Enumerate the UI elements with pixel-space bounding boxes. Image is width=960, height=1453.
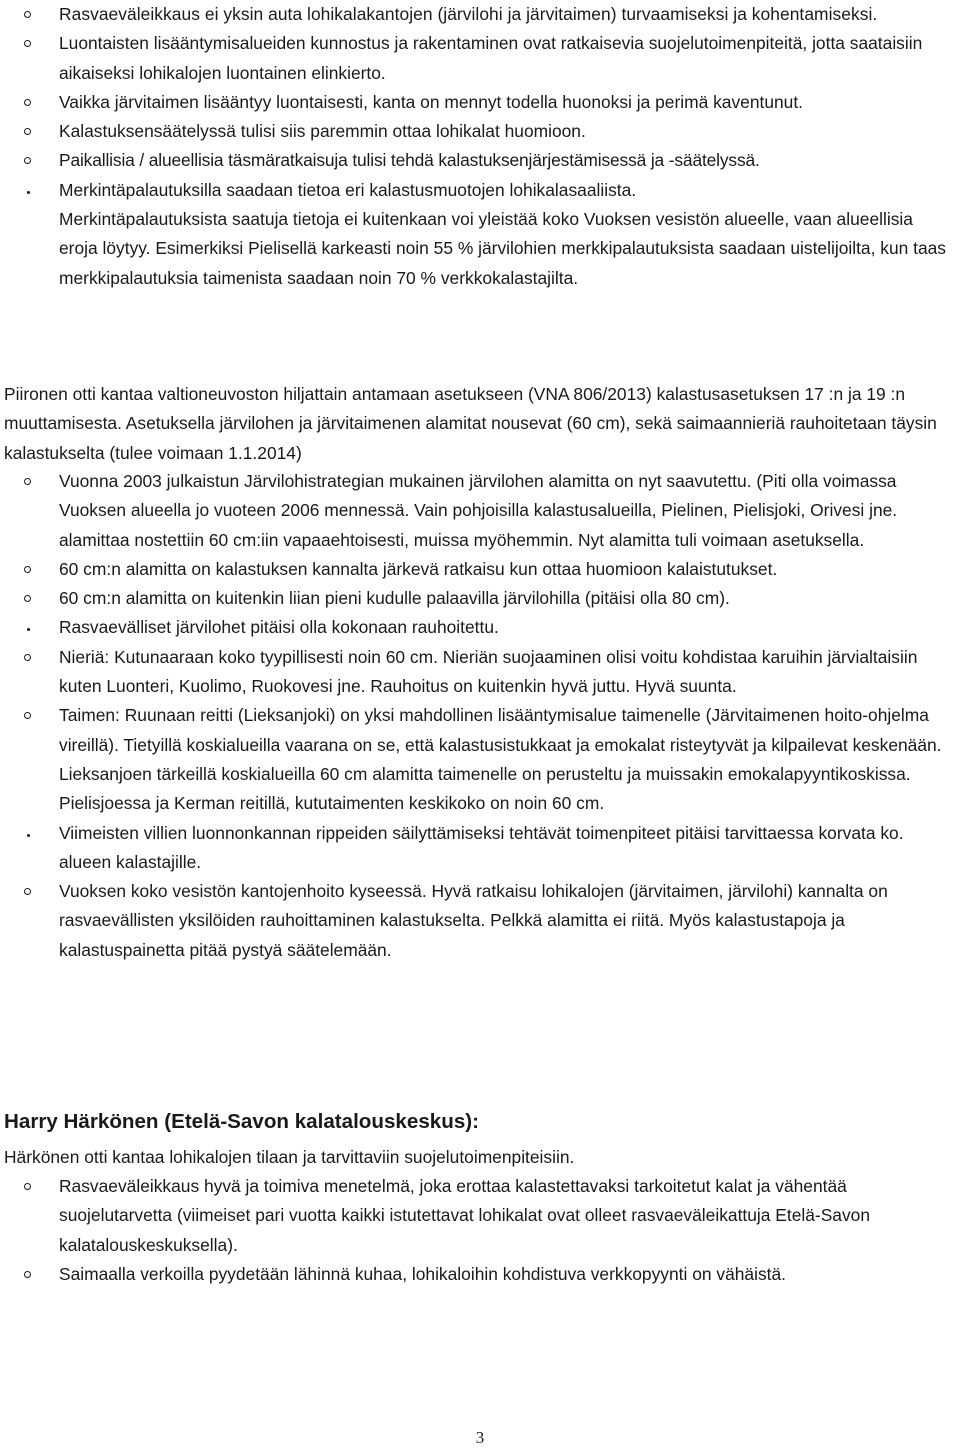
circle-bullet-icon: [24, 888, 31, 895]
list-item: [0, 205, 952, 293]
list-item: [0, 88, 952, 117]
list-item-text: Luontaisten lisääntymisalueiden kunnostus ja rakentaminen ovat ratkaisevia suojelutoimenpiteitä, jotta saataisiin aikaiseksi lohikalojen luontainen elinkierto.: [59, 33, 923, 83]
circle-bullet-icon: [24, 1271, 31, 1278]
top-bullet-list: [0, 0, 952, 293]
circle-bullet-icon: [24, 11, 31, 18]
list-item: [0, 701, 952, 818]
list-item-text: Kalastuksensäätelyssä tulisi siis paremmin ottaa lohikalat huomioon.: [59, 121, 586, 142]
dot-bullet-icon: [27, 191, 30, 194]
section-heading: Harry Härkönen (Etelä-Savon kalatalouskeskus):: [4, 1110, 479, 1133]
list-item: [0, 643, 952, 702]
list-item: [0, 29, 952, 88]
list-item-text: Taimen: Ruunaan reitti (Lieksanjoki) on yksi mahdollinen lisääntymisalue taimenelle (Järvitaimenen hoito-ohjelma vireillä). Tietyillä koskialueilla vaarana on se, että kalastusistukkaat ja emokalat risteytyvät ja kilpailevat keskenään. Lieksanjoen tärkeillä koskialueilla 60 cm alamitta taimenelle on perusteltu ja muissakin emokalapyyntikoskissa. Pielisjoessa ja Kerman reitillä, kututaimenten keskikoko on noin 60 cm.: [59, 705, 942, 814]
circle-bullet-icon: [24, 1183, 31, 1190]
paragraph-harkonen: Härkönen otti kantaa lohikalojen tilaan ja tarvittaviin suojelutoimenpiteisiin.: [4, 1147, 575, 1167]
list-item: [0, 117, 952, 146]
list-item-text: Rasvaeväleikkaus hyvä ja toimiva menetelmä, joka erottaa kalastettavaksi tarkoitetut kalat ja vähentää suojelutarvetta (viimeiset pari vuotta kaikki istutettavat lohikalat ovat olleet rasvaeväleikattuja Etelä-Savon kalatalouskeskuksella).: [59, 1176, 871, 1255]
list-item: [0, 555, 952, 584]
circle-bullet-icon: [24, 712, 31, 719]
mid-bullet-list: [0, 467, 952, 965]
circle-bullet-icon: [24, 478, 31, 485]
circle-bullet-icon: [24, 99, 31, 106]
circle-bullet-icon: [24, 157, 31, 164]
list-item: [0, 467, 952, 555]
circle-bullet-icon: [24, 654, 31, 661]
list-item-text: Merkintäpalautuksilla saadaan tietoa eri kalastusmuotojen lohikalasaaliista.: [59, 179, 637, 200]
list-item: [0, 146, 952, 175]
circle-bullet-icon: [24, 40, 31, 47]
list-item-text: 60 cm:n alamitta on kalastuksen kannalta järkevä ratkaisu kun ottaa huomioon kalaistutukset.: [59, 558, 778, 579]
circle-bullet-icon: [24, 128, 31, 135]
list-item-text: Vuoksen koko vesistön kantojenhoito kyseessä. Hyvä ratkaisu lohikalojen (järvitaimen, järvilohi) kannalta on rasvaevällisten yksilöiden rauhoittaminen kalastukselta. Pelkkä alamitta ei riitä. Myös kalastustapoja ja kalastuspainetta pitää pystyä säätelemään.: [59, 881, 888, 960]
list-item: [0, 819, 952, 878]
page-number: 3: [475, 1428, 485, 1447]
list-item-text: 60 cm:n alamitta on kuitenkin liian pieni kudulle palaavilla järvilohilla (pitäisi olla 80 cm).: [59, 588, 730, 609]
list-item-text: Paikallisia / alueellisia täsmäratkaisuja tulisi tehdä kalastuksenjärjestämisessä ja -säätelyssä.: [59, 150, 760, 171]
list-item: [0, 176, 952, 205]
circle-bullet-icon: [24, 566, 31, 573]
list-item-text: Viimeisten villien luonnonkannan rippeiden säilyttämiseksi tehtävät toimenpiteet pitäisi tarvittaessa korvata ko. alueen kalastajille.: [59, 822, 904, 872]
list-item-text: Rasvaeväleikkaus ei yksin auta lohikalakantojen (järvilohi ja järvitaimen) turvaamiseksi ja kohentamiseksi.: [59, 4, 878, 24]
list-item-text: Saimaalla verkoilla pyydetään lähinnä kuhaa, lohikaloihin kohdistuva verkkopyynti on vähäistä.: [59, 1263, 786, 1284]
list-item: [0, 1260, 952, 1289]
list-item-text: Vaikka järvitaimen lisääntyy luontaisesti, kanta on mennyt todella huonoksi ja perimä kaventunut.: [59, 91, 804, 112]
list-item: [0, 584, 952, 613]
bottom-bullet-list: [0, 1172, 952, 1289]
list-item-text: Vuonna 2003 julkaistun Järvilohistrategian mukainen järvilohen alamitta on nyt saavutettu. (Piti olla voimassa Vuoksen alueella jo vuoteen 2006 mennessä. Vain pohjoisilla kalastusalueilla, Pielinen, Pielisjoki, Orivesi jne. alamittaa nostettiin 60 cm:iin vapaaehtoisesti, muissa myöhemmin. Nyt alamitta tuli voimaan asetuksella.: [59, 471, 898, 550]
list-item: [0, 613, 952, 642]
list-item: [0, 877, 952, 965]
list-item-text: Rasvaevälliset järvilohet pitäisi olla kokonaan rauhoitettu.: [59, 617, 499, 638]
paragraph-piironen: Piironen otti kantaa valtioneuvoston hiljattain antamaan asetukseen (VNA 806/2013) kalastusasetuksen 17 :n ja 19 :n muuttamisesta. Asetuksella järvilohen ja järvitaimenen alamitat nousevat (60 cm), sekä saimaannieriä rauhoitetaan täysin kalastukselta (tulee voimaan 1.1.2014): [4, 384, 937, 463]
list-item: [0, 1172, 952, 1260]
circle-bullet-icon: [24, 595, 31, 602]
list-item-text: Merkintäpalautuksista saatuja tietoja ei kuitenkaan voi yleistää koko Vuoksen vesistön alueelle, vaan alueellisia eroja löytyy. Esimerkiksi Pielisellä karkeasti noin 55 % järvilohien merkkipalautuksista saadaan uistelijoilta, kun taas merkkipalautuksia taimenista saadaan noin 70 % verkkokalastajilta.: [59, 209, 947, 288]
list-item: [0, 0, 952, 29]
dot-bullet-icon: [27, 628, 30, 631]
list-item-text: Nieriä: Kutunaaraan koko tyypillisesti noin 60 cm. Nieriän suojaaminen olisi voitu kohdistaa karuihin järvialtaisiin kuten Luonteri, Kuolimo, Ruokovesi jne. Rauhoitus on kuitenkin hyvä juttu. Hyvä suunta.: [59, 646, 918, 697]
dot-bullet-icon: [27, 834, 30, 837]
